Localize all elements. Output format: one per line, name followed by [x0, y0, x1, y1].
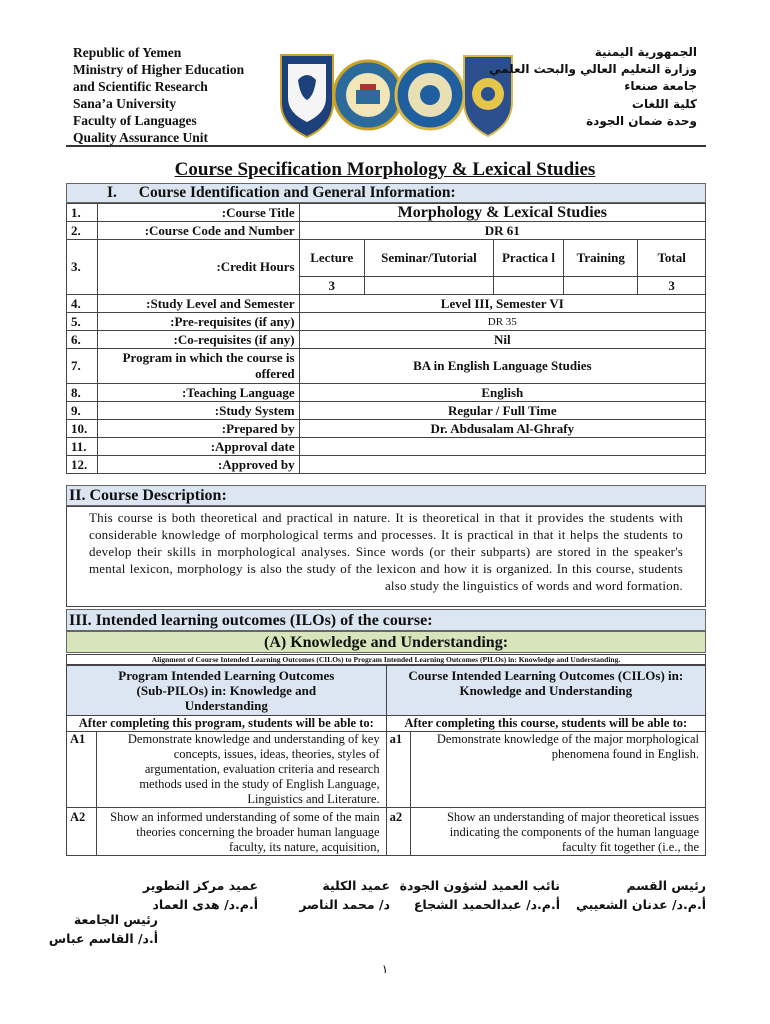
signature-name: أ.م.د/ هدى العماد — [152, 897, 258, 912]
row-label: :Credit Hours — [97, 240, 299, 295]
row-number: 8. — [67, 384, 98, 402]
signature-name: أ.م.د/ عدنان الشعيبي — [575, 897, 706, 912]
table-row — [67, 295, 706, 313]
signature-block — [299, 876, 390, 914]
pilo-code: A2 — [67, 808, 97, 856]
cilo-text: Demonstrate knowledge of the major morphological phenomena found in English. — [410, 732, 705, 808]
prerequisites-value: DR 35 — [299, 313, 705, 331]
credit-col-total: Total — [638, 240, 706, 277]
signature-role: عميد مركز التطوير — [142, 878, 258, 893]
header-left-line: Quality Assurance Unit — [73, 130, 209, 145]
credit-col-lecture: Lecture — [299, 240, 364, 277]
credit-val-total: 3 — [638, 277, 706, 295]
signature-role: رئيس القسم — [626, 878, 706, 893]
header-right-line: جامعة صنعاء — [624, 79, 697, 94]
header-right-line: كلية اللغات — [631, 96, 697, 111]
section-3-header: III. Intended learning outcomes (ILOs) of the course: — [66, 609, 706, 631]
row-label: :Course Title — [97, 204, 299, 222]
pilo-header: Program Intended Learning Outcomes (Sub-PILOs) in: Knowledge and Understanding — [67, 666, 387, 716]
row-label: :Co-requisites (if any) — [97, 331, 299, 349]
study-system-value: Regular / Full Time — [299, 402, 705, 420]
signature-block — [143, 876, 258, 914]
table-row — [67, 349, 706, 384]
prepared-by-value: Dr. Abdusalam Al-Ghrafy — [299, 420, 705, 438]
table-row — [67, 331, 706, 349]
teaching-language-value: English — [299, 384, 705, 402]
row-label: :Approval date — [97, 438, 299, 456]
signature-block — [400, 876, 560, 914]
table-row — [67, 402, 706, 420]
signature-block — [576, 876, 706, 914]
credit-col-practical: Practica l — [493, 240, 563, 277]
pilo-lead: After completing this program, students will be able to: — [67, 716, 387, 732]
credit-col-seminar: Seminar/Tutorial — [364, 240, 493, 277]
credit-val-lecture: 3 — [299, 277, 364, 295]
table-row — [67, 716, 706, 732]
signature-role: نائب العميد لشؤون الجودة — [399, 878, 560, 893]
section-2-header: II. Course Description: — [66, 485, 706, 506]
signature-role: عميد الكلية — [322, 878, 390, 893]
program-value: BA in English Language Studies — [299, 349, 705, 384]
course-code-value: DR 61 — [299, 222, 705, 240]
header-left-line: and Scientific Research — [73, 79, 208, 94]
logos-svg — [276, 50, 516, 140]
row-label: :Study Level and Semester — [97, 295, 299, 313]
table-row — [67, 222, 706, 240]
row-label: :Pre-requisites (if any) — [97, 313, 299, 331]
row-number: 12. — [67, 456, 98, 474]
header-left — [73, 44, 244, 146]
table-row — [67, 384, 706, 402]
credit-col-training: Training — [564, 240, 638, 277]
sanaa-university-logo — [334, 61, 402, 129]
table-row — [67, 204, 706, 222]
cilo-lead: After completing this course, students will be able to: — [386, 716, 705, 732]
faculty-logo — [396, 61, 464, 129]
row-label: :Teaching Language — [97, 384, 299, 402]
row-number: 2. — [67, 222, 98, 240]
course-title-value: Morphology & Lexical Studies — [299, 204, 705, 222]
cilo-header: Course Intended Learning Outcomes (CILOs) in: Knowledge and Understanding — [386, 666, 705, 716]
table-row — [67, 420, 706, 438]
section-3-subheader: (A) Knowledge and Understanding: — [66, 631, 706, 653]
signature-name: أ.د/ القاسم عباس — [48, 931, 158, 946]
table-row — [67, 808, 706, 856]
ilo-table — [66, 665, 706, 856]
approved-by-value — [299, 456, 705, 474]
row-number: 10. — [67, 420, 98, 438]
cilo-code: a1 — [386, 732, 410, 808]
table-row — [67, 438, 706, 456]
header-right-line: وحدة ضمان الجودة — [586, 113, 697, 128]
row-number: 5. — [67, 313, 98, 331]
table-row — [67, 313, 706, 331]
row-number: 11. — [67, 438, 98, 456]
section-1-header — [66, 183, 706, 203]
header-right — [489, 44, 697, 130]
table-row — [67, 456, 706, 474]
row-label: :Course Code and Number — [97, 222, 299, 240]
row-number: 1. — [67, 204, 98, 222]
course-identification-table — [66, 203, 706, 474]
section-1-title: Course Identification and General Information: — [138, 184, 456, 201]
signature-name: د/ محمد الناصر — [299, 897, 390, 912]
cilo-code: a2 — [386, 808, 410, 856]
header-left-line: Republic of Yemen — [73, 45, 182, 60]
section-1-number: I. — [107, 184, 117, 201]
header-right-line: الجمهورية اليمنية — [594, 45, 697, 59]
signature-block — [49, 910, 158, 948]
pilo-text: Show an informed understanding of some of the main theories concerning the broader human language faculty, its nature, acquisition, — [96, 808, 386, 856]
alignment-note: Alignment of Course Intended Learning Outcomes (CILOs) to Program Intended Learning Outcomes (PILOs) in: Knowledge and Understanding. — [66, 654, 706, 665]
credit-val-training — [564, 277, 638, 295]
page-number: ١ — [381, 962, 389, 976]
row-number: 6. — [67, 331, 98, 349]
cilo-text: Show an understanding of major theoretical issues indicating the components of the human language faculty fit together (i.e., the — [410, 808, 705, 856]
row-number: 3. — [67, 240, 98, 295]
row-number: 7. — [67, 349, 98, 384]
course-description: This course is both theoretical and practical in nature. It is theoretical in that it provides the students with considerable knowledge of morphological terms and processes. It is practical in that it helps the students to develop their skills in morphological analyses. Since words (or their subparts) are stored in the speaker's mental lexicon, morphology is also the study of the lexicon and how it is organized. In this course, students also study the linguistics of words and word formation. — [66, 506, 706, 607]
corequisites-value: Nil — [299, 331, 705, 349]
row-label: Program in which the course is offered — [97, 349, 299, 384]
row-label: :Approved by — [97, 456, 299, 474]
approval-date-value — [299, 438, 705, 456]
header-left-line: Ministry of Higher Education — [73, 62, 245, 77]
row-label: :Study System — [97, 402, 299, 420]
study-level-value: Level III, Semester VI — [299, 295, 705, 313]
pilo-text: Demonstrate knowledge and understanding of key concepts, issues, ideas, theories, styles of argumentation, evaluation criteria and research methods used in the study of English Language, Linguistics and Literature. — [96, 732, 386, 808]
table-row — [67, 666, 706, 716]
table-row — [67, 732, 706, 808]
header-right-line: وزارة التعليم العالي والبحث العلمي — [488, 62, 697, 77]
header-divider — [66, 145, 706, 147]
table-row — [67, 240, 706, 277]
credit-val-practical — [493, 277, 563, 295]
header-left-line: Faculty of Languages — [73, 113, 197, 128]
row-number: 4. — [67, 295, 98, 313]
row-number: 9. — [67, 402, 98, 420]
quality-council-logo — [281, 55, 333, 137]
page-title: Course Specification Morphology & Lexical Studies — [174, 159, 596, 180]
signature-name: أ.م.د/ عبدالحميد الشجاع — [413, 897, 560, 912]
signature-role: رئيس الجامعة — [73, 912, 158, 927]
credit-val-seminar — [364, 277, 493, 295]
row-label: :Prepared by — [97, 420, 299, 438]
pilo-code: A1 — [67, 732, 97, 808]
header-left-line: Sana’a University — [73, 96, 177, 111]
logo-row — [276, 50, 516, 140]
